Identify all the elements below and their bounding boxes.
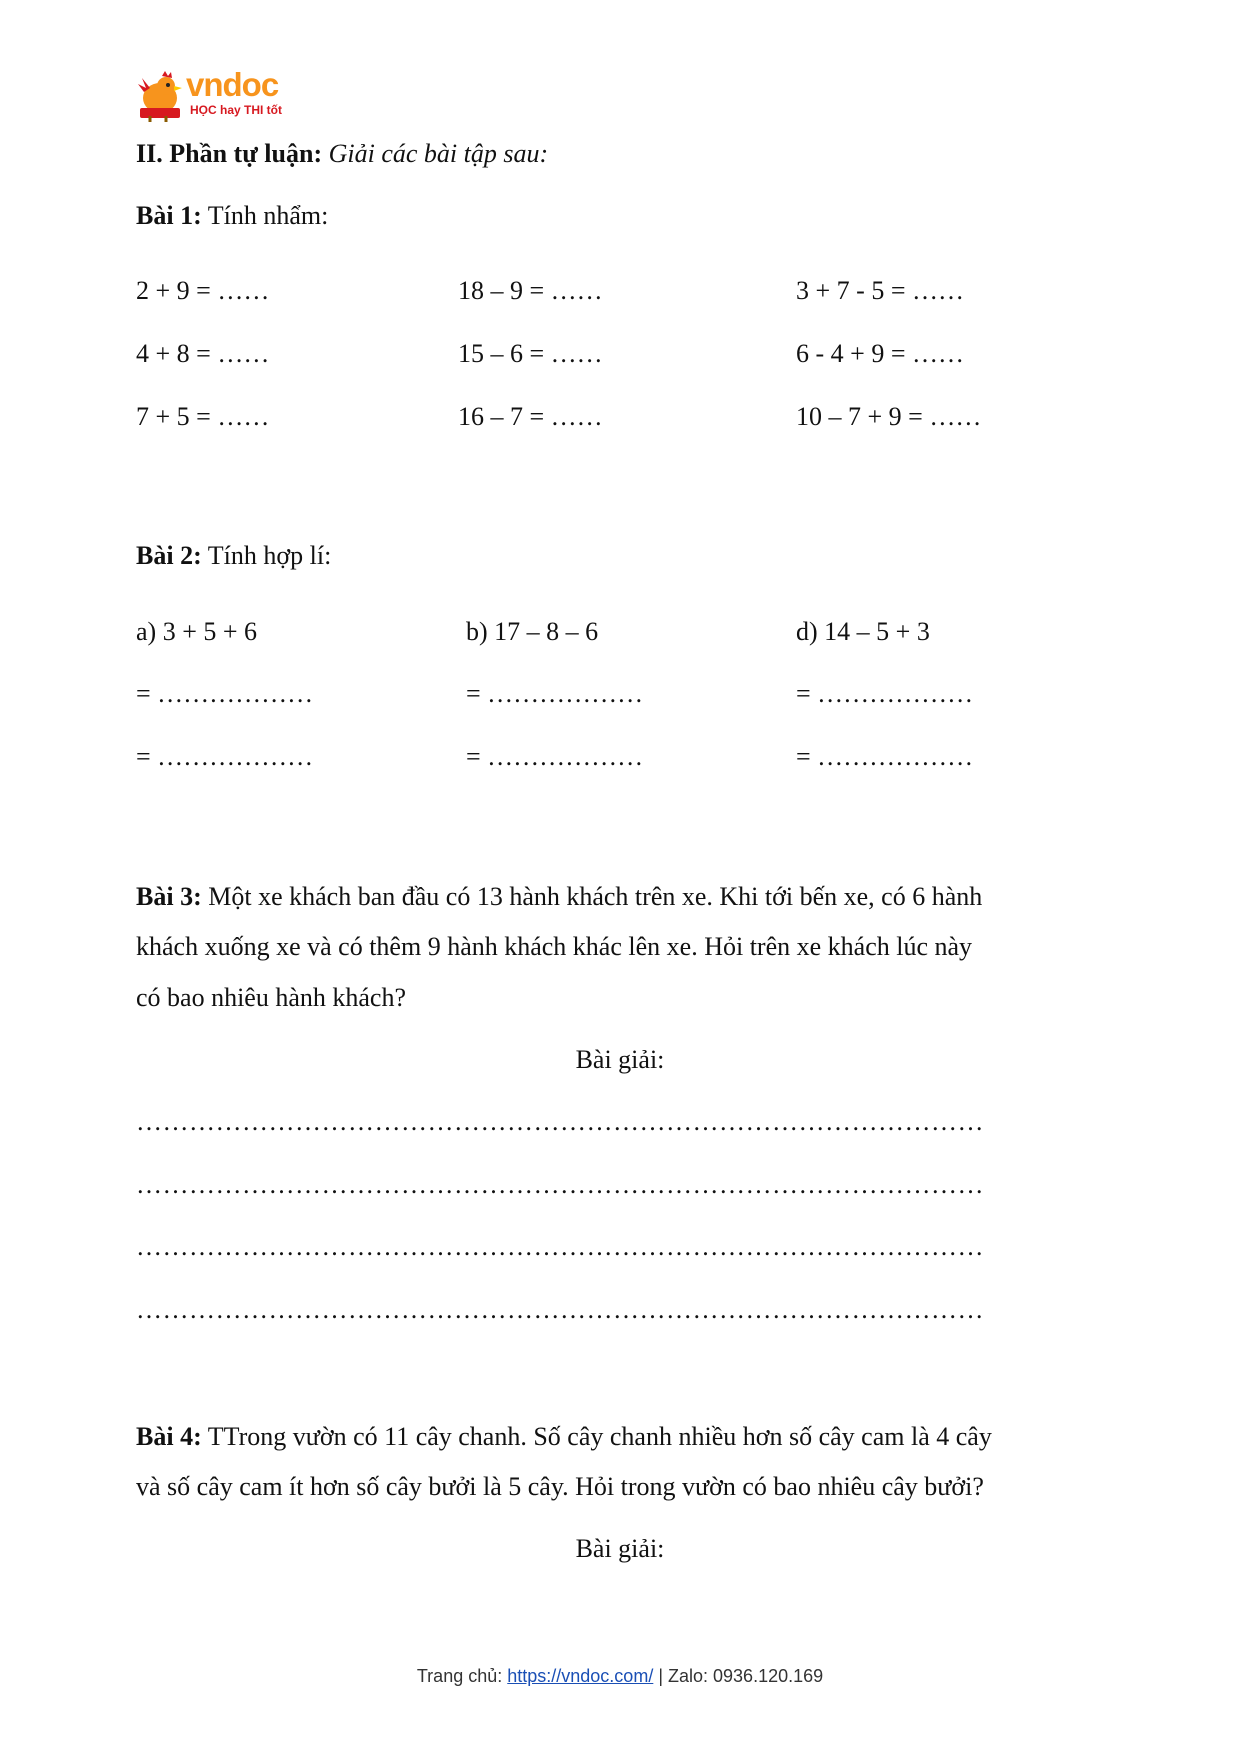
bai4-text-1: TTrong vườn có 11 cây chanh. Số cây chanh nhiều hơn số cây cam là 4 cây bbox=[207, 1422, 992, 1451]
footer-homepage-link[interactable]: https://vndoc.com/ bbox=[507, 1666, 654, 1686]
logo-brand-text: vndoc bbox=[186, 66, 279, 103]
footer-zalo: | Zalo: 0936.120.169 bbox=[653, 1666, 824, 1686]
bai3-solution-line-2[interactable]: …………………………………………………………………………………… bbox=[136, 1170, 984, 1199]
bai3-solution-title: Bài giải: bbox=[575, 1045, 665, 1074]
bai1-r2-c3: 6 - 4 + 9 = …… bbox=[796, 339, 964, 368]
logo-slogan: HỌC hay THI tốt bbox=[190, 103, 282, 117]
bai1-prompt: Tính nhẩm: bbox=[207, 201, 329, 230]
page-footer bbox=[0, 1666, 1240, 1687]
bai1-heading bbox=[136, 201, 328, 231]
bai3-text-3: có bao nhiêu hành khách? bbox=[136, 983, 407, 1012]
bai2-d-line-1[interactable]: = ……………… bbox=[796, 679, 974, 708]
bai2-d-line-2[interactable]: = ……………… bbox=[796, 742, 974, 771]
section-title: II. Phần tự luận: bbox=[136, 139, 323, 168]
rooster-mascot-icon bbox=[136, 70, 186, 122]
bai4-solution-title: Bài giải: bbox=[575, 1534, 665, 1563]
section-heading bbox=[136, 139, 548, 169]
bai1-r2-c2: 15 – 6 = …… bbox=[458, 339, 603, 368]
bai3-label: Bài 3: bbox=[136, 882, 202, 911]
bai3-solution-line-1[interactable]: …………………………………………………………………………………… bbox=[136, 1107, 984, 1136]
bai1-r1-c2: 18 – 9 = …… bbox=[458, 276, 603, 305]
bai2-label: Bài 2: bbox=[136, 541, 202, 570]
bai1-r3-c3: 10 – 7 + 9 = …… bbox=[796, 402, 982, 431]
bai1-label: Bài 1: bbox=[136, 201, 202, 230]
bai2-problem-d: d) 14 – 5 + 3 bbox=[796, 617, 930, 646]
bai3-line-1 bbox=[136, 882, 982, 912]
bai4-label: Bài 4: bbox=[136, 1422, 202, 1451]
bai2-problem-a: a) 3 + 5 + 6 bbox=[136, 617, 258, 646]
bai2-heading bbox=[136, 541, 331, 571]
bai3-text-1: Một xe khách ban đầu có 13 hành khách trên xe. Khi tới bến xe, có 6 hành bbox=[208, 882, 983, 911]
bai1-r1-c3: 3 + 7 - 5 = …… bbox=[796, 276, 964, 305]
bai1-r1-c1: 2 + 9 = …… bbox=[136, 276, 270, 305]
section-instruction: Giải các bài tập sau: bbox=[328, 139, 549, 168]
bai2-b-line-2[interactable]: = ……………… bbox=[466, 742, 644, 771]
footer-prefix: Trang chủ: bbox=[416, 1666, 508, 1686]
bai2-a-line-1[interactable]: = ……………… bbox=[136, 679, 314, 708]
bai2-prompt: Tính hợp lí: bbox=[207, 541, 332, 570]
bai4-text-2: và số cây cam ít hơn số cây bưởi là 5 cây. Hỏi trong vườn có bao nhiêu cây bưởi? bbox=[136, 1472, 984, 1501]
bai1-r3-c1: 7 + 5 = …… bbox=[136, 402, 270, 431]
vndoc-logo bbox=[136, 66, 296, 122]
bai3-solution-line-3[interactable]: …………………………………………………………………………………… bbox=[136, 1232, 984, 1261]
bai3-text-2: khách xuống xe và có thêm 9 hành khách khác lên xe. Hỏi trên xe khách lúc này bbox=[136, 932, 973, 961]
bai2-b-line-1[interactable]: = ……………… bbox=[466, 679, 644, 708]
bai1-r3-c2: 16 – 7 = …… bbox=[458, 402, 603, 431]
bai4-line-1 bbox=[136, 1422, 992, 1452]
bai3-solution-line-4[interactable]: …………………………………………………………………………………… bbox=[136, 1295, 984, 1324]
bai2-problem-b: b) 17 – 8 – 6 bbox=[466, 617, 599, 646]
bai2-a-line-2[interactable]: = ……………… bbox=[136, 742, 314, 771]
bai1-r2-c1: 4 + 8 = …… bbox=[136, 339, 270, 368]
